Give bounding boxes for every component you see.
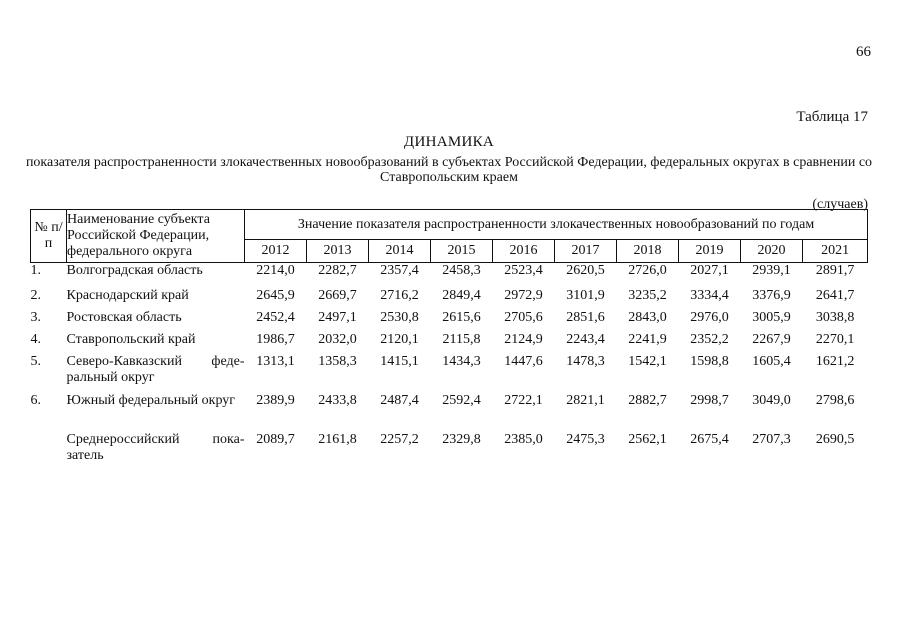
value-cell: 2329,8 [442,432,481,447]
value-cell: 2716,2 [380,288,419,303]
value-cell: 2161,8 [318,432,357,447]
value-cell: 3005,9 [752,310,791,325]
value-cell: 2998,7 [690,393,729,408]
value-cell: 2089,7 [256,432,295,447]
value-cell: 2722,1 [504,393,543,408]
value-cell: 1447,6 [504,354,543,369]
value-cell: 3334,4 [690,288,729,303]
value-cell: 2389,9 [256,393,295,408]
row-number: 5. [30,354,41,369]
value-cell: 2645,9 [256,288,295,303]
value-cell: 2433,8 [318,393,357,408]
table-row [31,288,868,310]
value-cell: 2267,9 [752,332,791,347]
row-number: 1. [30,263,41,278]
row-number: 2. [30,288,41,303]
value-cell: 2615,6 [442,310,481,325]
value-cell: 2972,9 [504,288,543,303]
row-number: 4. [30,332,41,347]
header-year: 2019 [679,240,741,263]
value-cell: 2726,0 [628,263,667,278]
table-label: Таблица 17 [796,109,868,125]
value-cell: 2357,4 [380,263,419,278]
subject-name: Краснодарский край [66,288,189,303]
data-table [30,209,868,472]
value-cell: 1478,3 [566,354,605,369]
value-cell: 2849,4 [442,288,481,303]
header-number: № п/п [31,210,67,263]
value-cell: 2214,0 [256,263,295,278]
value-cell: 3101,9 [566,288,605,303]
value-cell: 2523,4 [504,263,543,278]
header-year: 2012 [245,240,307,263]
subject-name: Волгоградская область [66,263,203,278]
header-year: 2018 [617,240,679,263]
table-row [31,432,868,472]
header-year: 2014 [369,240,431,263]
value-cell: 2241,9 [628,332,667,347]
unit-label: (случаев) [812,197,868,212]
header-subject-name: Наименование субъекта Российской Федерации, федерального округа [67,210,245,263]
value-cell: 2707,3 [752,432,791,447]
value-cell: 2620,5 [566,263,605,278]
value-cell: 3376,9 [752,288,791,303]
value-cell: 2385,0 [504,432,543,447]
value-cell: 2032,0 [318,332,357,347]
value-cell: 2243,4 [566,332,605,347]
value-cell: 2705,6 [504,310,543,325]
value-cell: 2641,7 [815,288,855,303]
table-row [31,393,868,432]
subject-name: Южный федеральный округ [66,393,236,408]
value-cell: 2843,0 [628,310,667,325]
value-cell: 3049,0 [752,393,791,408]
header-year: 2013 [307,240,369,263]
value-cell: 2882,7 [628,393,667,408]
header-year: 2016 [493,240,555,263]
subject-name: Северо-Кавказский феде-ральный округ [66,354,245,385]
value-cell: 2115,8 [442,332,481,347]
table-row [31,263,868,289]
value-cell: 1605,4 [752,354,791,369]
value-cell: 2891,7 [815,263,855,278]
table-row [31,332,868,354]
value-cell: 3235,2 [628,288,667,303]
value-cell: 2821,1 [566,393,605,408]
value-cell: 1415,1 [380,354,419,369]
subject-name: Ставропольский край [66,332,196,347]
subject-name: Среднероссийский пока-затель [66,432,245,463]
value-cell: 1598,8 [690,354,729,369]
value-cell: 1542,1 [628,354,667,369]
table-row [31,310,868,332]
value-cell: 2530,8 [380,310,419,325]
value-cell: 2669,7 [318,288,357,303]
value-cell: 2452,4 [256,310,295,325]
header-year: 2020 [741,240,803,263]
row-number: 6. [30,393,41,408]
value-cell: 2976,0 [690,310,729,325]
header-year: 2015 [431,240,493,263]
header-year: 2021 [803,240,868,263]
row-number [31,432,67,472]
value-cell: 2690,5 [815,432,855,447]
header-year: 2017 [555,240,617,263]
document-title: ДИНАМИКА [403,134,495,150]
value-cell: 2562,1 [628,432,667,447]
value-cell: 2497,1 [318,310,357,325]
subject-name: Ростовская область [66,310,182,325]
value-cell: 2120,1 [380,332,419,347]
value-cell: 2352,2 [690,332,729,347]
value-cell: 2487,4 [380,393,419,408]
value-cell: 2592,4 [442,393,481,408]
value-cell: 2282,7 [318,263,357,278]
value-cell: 2270,1 [815,332,855,347]
document-subtitle: показателя распространенности злокачественных новообразований в субъектах Российской Федерации, федеральных округах в сравнении со Ставропольским краем [25,155,873,185]
value-cell: 1986,7 [256,332,295,347]
value-cell: 1621,2 [815,354,855,369]
value-cell: 2124,9 [504,332,543,347]
value-cell: 2939,1 [752,263,791,278]
value-cell: 2257,2 [380,432,419,447]
table-row [31,354,868,393]
value-cell: 2675,4 [690,432,729,447]
value-cell: 1434,3 [442,354,481,369]
page-number: 66 [856,44,871,60]
value-cell: 2027,1 [690,263,729,278]
row-number: 3. [30,310,41,325]
value-cell: 3038,8 [815,310,855,325]
header-value: Значение показателя распространенности злокачественных новообразований по годам [245,210,868,240]
value-cell: 1358,3 [318,354,357,369]
value-cell: 2458,3 [442,263,481,278]
value-cell: 1313,1 [256,354,295,369]
value-cell: 2851,6 [566,310,605,325]
value-cell: 2798,6 [815,393,855,408]
value-cell: 2475,3 [566,432,605,447]
